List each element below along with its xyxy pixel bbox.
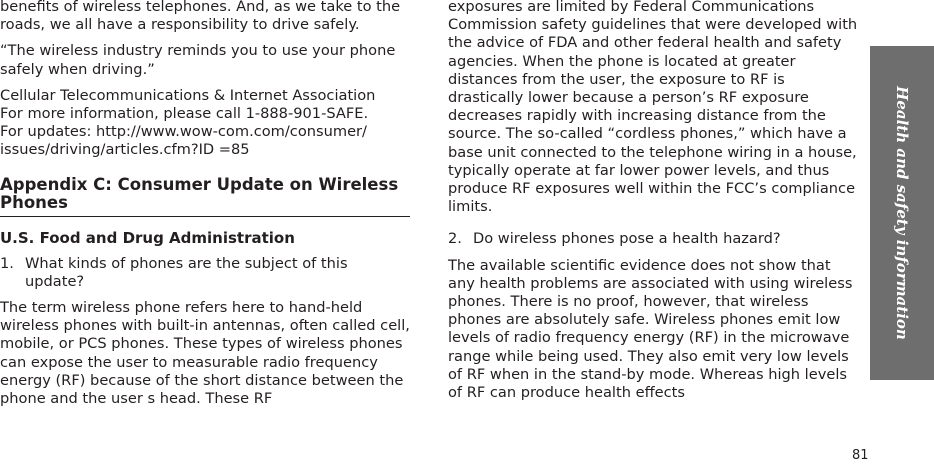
paragraph-quote: “The wireless industry reminds you to use your phone safely when driving.” — [0, 42, 396, 78]
appendix-heading: Appendix C: Consumer Update on Wireless Phones — [0, 176, 410, 217]
contact-line-url: For updates: http://www.wow-com.com/consumer/ issues/driving/articles.cfm?ID =85 — [0, 123, 367, 159]
contact-line-association: Cellular Telecommunications & Internet Association — [0, 86, 376, 104]
question-1 — [0, 255, 410, 291]
left-column — [0, 0, 410, 408]
contact-line-phone: For more information, please call 1-888-901-SAFE. — [0, 105, 369, 123]
answer-2-paragraph: The available scientific evidence does not show that any health problems are associated with using wireless phones. There is no proof, however, that wireless phones are absolutely safe. Wireless phones emit low levels of radio frequency energy (RF) in the microwave range while being used. They also emit very low levels of RF when in the stand-by mode. Whereas high levels of RF can produce health effects — [448, 256, 853, 402]
right-column — [448, 0, 858, 402]
question-2-text: Do wireless phones pose a health hazard? — [473, 230, 781, 248]
side-tab-label: Health and safety information — [893, 86, 911, 340]
paragraph-continued: benefits of wireless telephones. And, as we take to the roads, we all have a responsibility to drive safely. — [0, 0, 401, 34]
question-2 — [448, 230, 858, 248]
answer-1-paragraph: The term wireless phone refers here to hand-held wireless phones with built-in antennas, often called cell, mobile, or PCS phones. These types of wireless phones can expose the user to measurable radio frequency energy (RF) because of the short distance between the phone and the user s head. These RF — [0, 299, 410, 408]
question-1-text: What kinds of phones are the subject of this update? — [25, 254, 348, 290]
question-1-number: 1. — [0, 254, 14, 272]
page-number: 81 — [852, 448, 869, 463]
section-subheading: U.S. Food and Drug Administration — [0, 228, 295, 247]
paragraph-exposures: exposures are limited by Federal Communications Commission safety guidelines that were developed with the advice of FDA and other federal health and safety agencies. When the phone is located at greater distances from the user, the exposure to RF is drastically lower because a person’s RF exposure decreases rapidly with increasing distance from the source. The so-called “cordless phones,” which have a base unit connected to the telephone wiring in a house, typically operate at far lower power levels, and thus produce RF exposures well within the FCC’s compliance limits. — [448, 0, 858, 216]
section-side-tab — [870, 46, 934, 380]
question-2-number: 2. — [448, 230, 462, 248]
